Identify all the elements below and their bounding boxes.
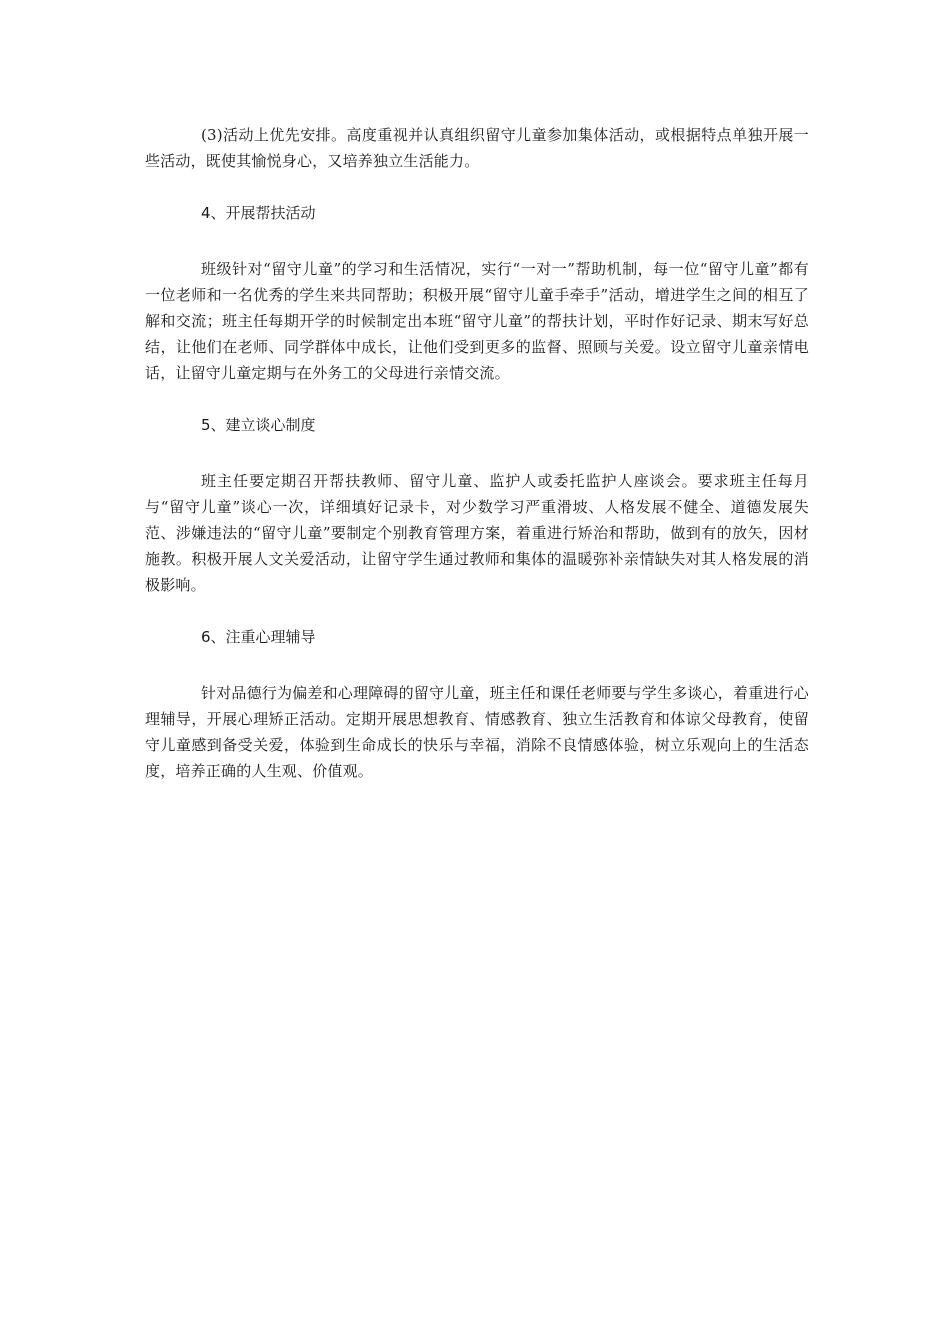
document-body (145, 122, 809, 784)
spacer (145, 174, 809, 200)
spacer (145, 438, 809, 468)
spacer (145, 226, 809, 256)
paragraph-assistance-activities: 班级针对“留守儿童”的学习和生活情况，实行“一对一”帮助机制，每一位“留守儿童”都有一位老师和一名优秀的学生来共同帮助；积极开展“留守儿童手牵手”活动，增进学生之间的相互了解和交流；班主任每期开学的时候制定出本班“留守儿童”的帮扶计划，平时作好记录、期末写好总结，让他们在老师、同学群体中成长，让他们受到更多的监督、照顾与关爱。设立留守儿童亲情电话，让留守儿童定期与在外务工的父母进行亲情交流。 (145, 260, 809, 382)
section-heading-6: 6、注重心理辅导 (201, 628, 316, 646)
section-heading-5: 5、建立谈心制度 (201, 416, 316, 434)
section-heading-4: 4、开展帮扶活动 (201, 204, 316, 222)
spacer (145, 650, 809, 680)
paragraph-activity-priority: (3)活动上优先安排。高度重视并认真组织留守儿童参加集体活动，或根据特点单独开展一些活动，既使其愉悦身心，又培养独立生活能力。 (145, 126, 809, 170)
spacer (145, 386, 809, 412)
paragraph-heart-talk-system: 班主任要定期召开帮扶教师、留守儿童、监护人或委托监护人座谈会。要求班主任每月与“留守儿童”谈心一次，详细填好记录卡，对少数学习严重滑坡、人格发展不健全、道德发展失范、涉嫌违法的“留守儿童”要制定个别教育管理方案，着重进行矫治和帮助，做到有的放矢，因材施教。积极开展人文关爱活动，让留守学生通过教师和集体的温暖弥补亲情缺失对其人格发展的消极影响。 (145, 472, 809, 594)
paragraph-psychological-counseling: 针对品德行为偏差和心理障碍的留守儿童，班主任和课任老师要与学生多谈心，着重进行心理辅导，开展心理矫正活动。定期开展思想教育、情感教育、独立生活教育和体谅父母教育，使留守儿童感到备受关爱，体验到生命成长的快乐与幸福，消除不良情感体验，树立乐观向上的生活态度，培养正确的人生观、价值观。 (145, 684, 810, 780)
spacer (145, 598, 809, 624)
